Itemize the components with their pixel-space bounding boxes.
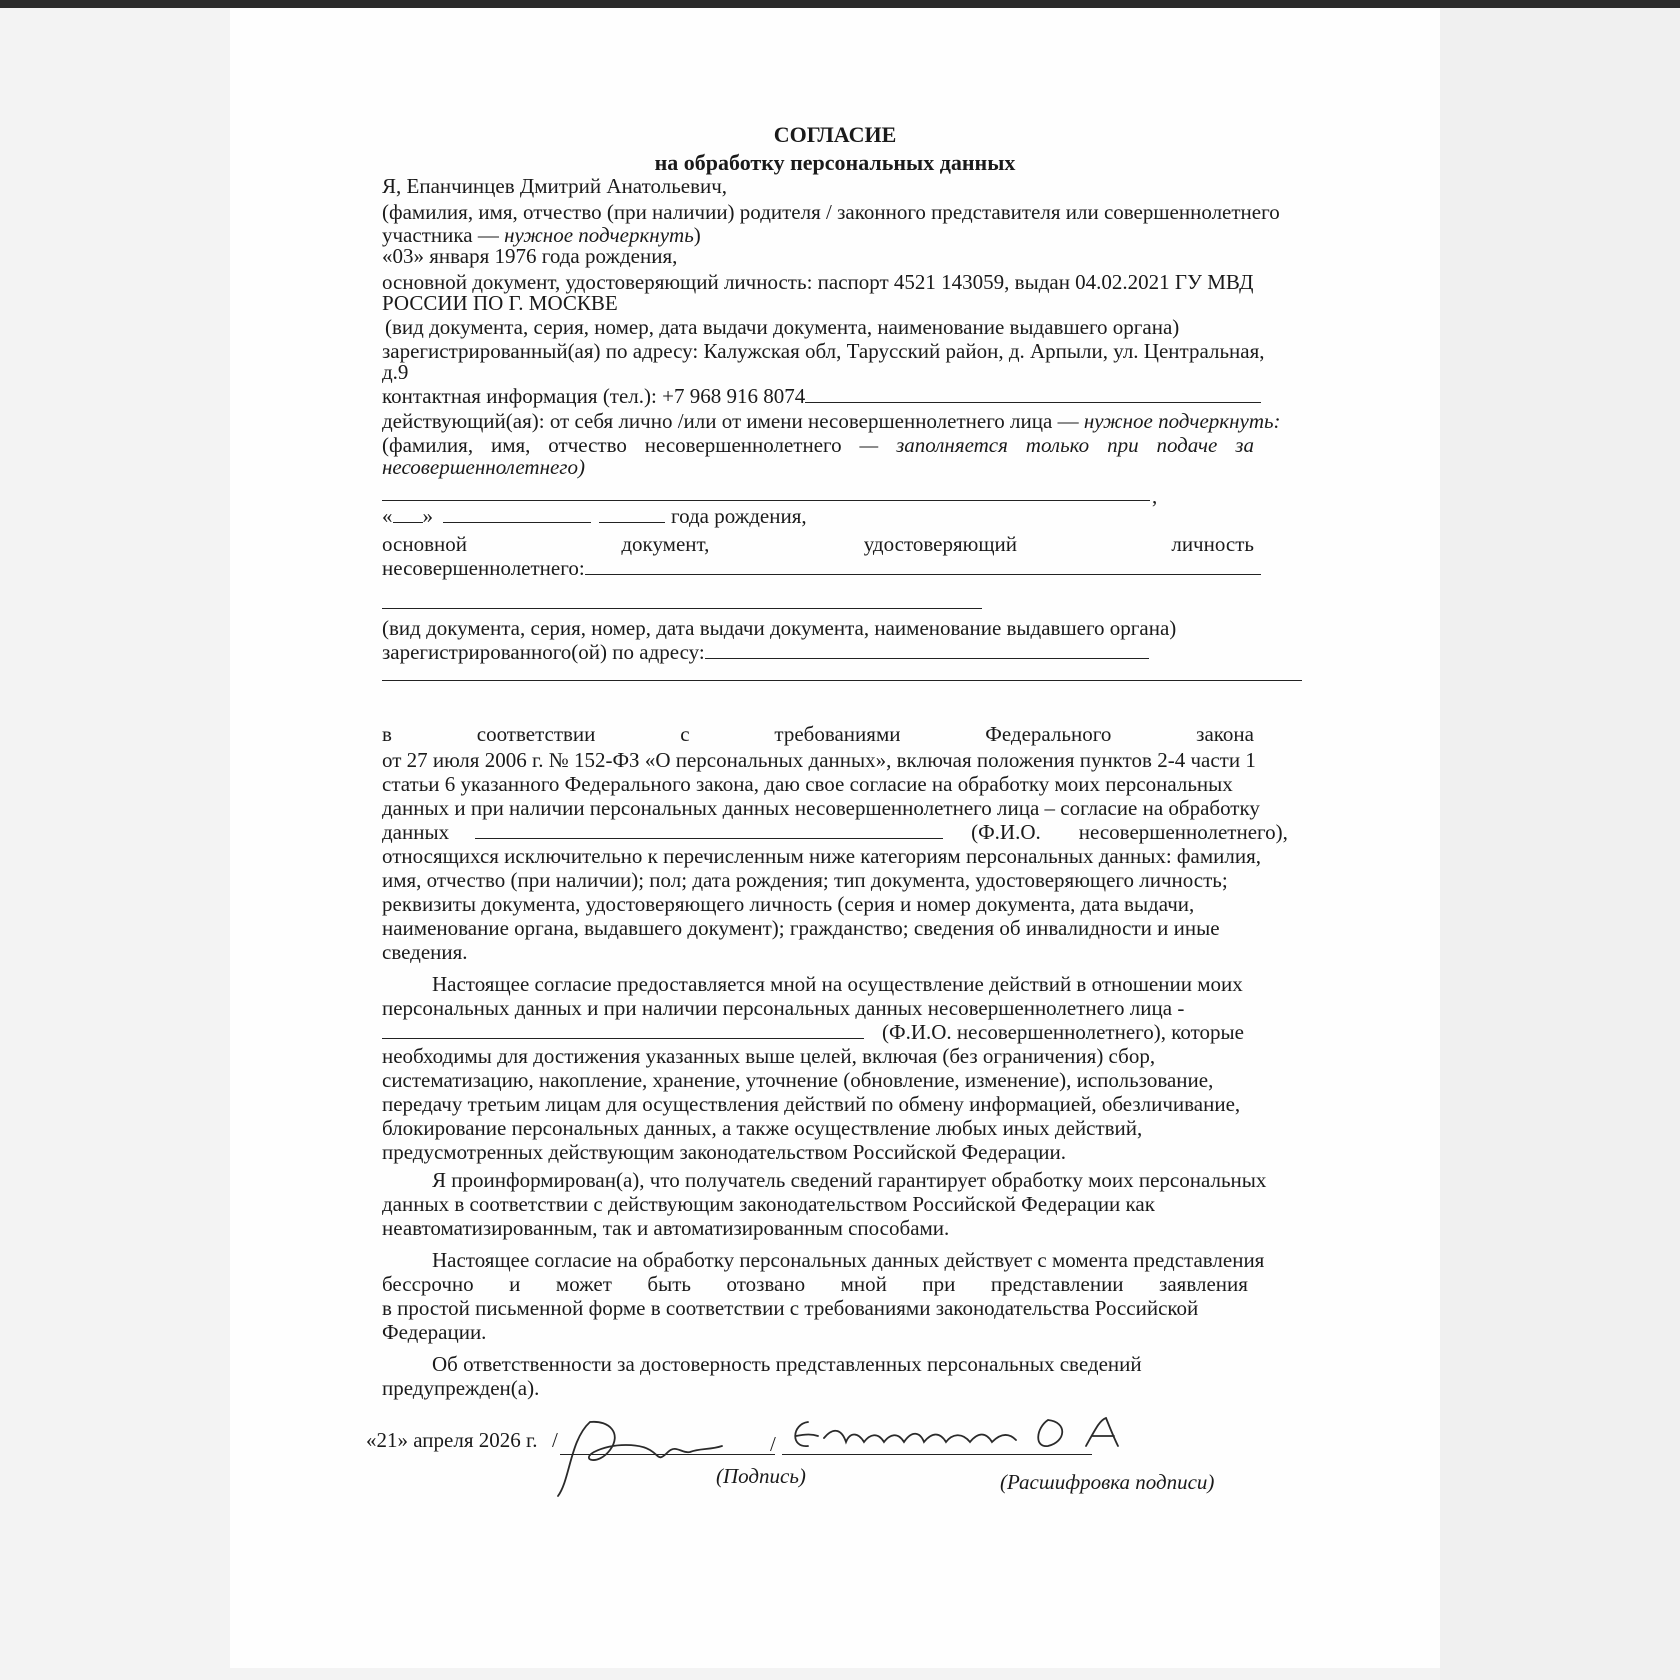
word: при bbox=[1107, 433, 1139, 457]
word: за bbox=[1235, 433, 1254, 457]
text-line: от 27 июля 2006 г. № 152-ФЗ «О персональных данных», включая положения пунктов 2-4 части 1 bbox=[382, 748, 1256, 772]
text-line: статьи 6 указанного Федерального закона, даю свое согласие на обработку моих персональных bbox=[382, 772, 1233, 796]
word: может bbox=[555, 1272, 612, 1296]
word: подаче bbox=[1156, 433, 1218, 457]
text-line: (вид документа, серия, номер, дата выдачи документа, наименование выдавшего органа) bbox=[382, 616, 1177, 640]
blank-line bbox=[475, 820, 943, 839]
text-line: основной документ, удостоверяющий личность: паспорт 4521 143059, выдан 04.02.2021 ГУ МВД bbox=[382, 270, 1254, 294]
text-line bbox=[382, 409, 1281, 433]
text-line bbox=[382, 640, 1149, 664]
text-fragment: несовершеннолетнего), bbox=[1078, 820, 1288, 844]
text-line: , bbox=[1152, 484, 1158, 508]
blank-line bbox=[382, 608, 982, 609]
word: и bbox=[509, 1272, 521, 1296]
text-line: Настоящее согласие предоставляется мной на осуществление действий в отношении моих bbox=[432, 972, 1243, 996]
text-line: реквизиты документа, удостоверяющего личность (серия и номер документа, дата выдачи, bbox=[382, 892, 1195, 916]
text-line: необходимы для достижения указанных выше целей, включая (без ограничения) сбор, bbox=[382, 1044, 1156, 1068]
word: — bbox=[859, 433, 879, 457]
word: быть bbox=[647, 1272, 691, 1296]
text-fragment: действующий(ая): от себя лично /или от имени несовершеннолетнего лица — bbox=[382, 409, 1084, 433]
blank-line bbox=[382, 500, 1150, 501]
text-line: систематизацию, накопление, хранение, уточнение (обновление, изменение), использование, bbox=[382, 1068, 1214, 1092]
text-line: Я, Епанчинцев Дмитрий Анатольевич, bbox=[382, 174, 728, 198]
text-line: данных и при наличии персональных данных несовершеннолетнего лица – согласие на обработку bbox=[382, 796, 1260, 820]
word: только bbox=[1025, 433, 1090, 457]
text-line: в простой письменной форме в соответствии с требованиями законодательства Российской bbox=[382, 1296, 1199, 1320]
text-line: данных в соответствии с действующим законодательством Российской Федерации как bbox=[382, 1192, 1155, 1216]
word: закона bbox=[1196, 722, 1254, 746]
text-line: персональных данных и при наличии персональных данных несовершеннолетнего лица - bbox=[382, 996, 1185, 1020]
signature-label: (Подпись) bbox=[716, 1464, 806, 1488]
decode-label: (Расшифровка подписи) bbox=[1000, 1470, 1215, 1494]
slash: / bbox=[552, 1428, 558, 1452]
word: (фамилия, bbox=[382, 433, 474, 457]
blank-line bbox=[443, 504, 591, 523]
scan-background bbox=[1440, 8, 1680, 1680]
word: документ, bbox=[621, 532, 710, 556]
blank-line bbox=[585, 556, 1261, 575]
text-fragment: года рождения, bbox=[671, 504, 807, 528]
blank-line bbox=[599, 504, 665, 523]
signature-date: «21» апреля 2026 г. bbox=[366, 1428, 538, 1452]
text-line bbox=[382, 556, 1261, 580]
text-fragment: (Ф.И.О. bbox=[971, 820, 1041, 844]
text-line: сведения. bbox=[382, 940, 468, 964]
slash: / bbox=[770, 1432, 776, 1456]
text-line: наименование органа, выдавшего документ); гражданство; сведения об инвалидности и иные bbox=[382, 916, 1220, 940]
text-fragment: нужное подчеркнуть bbox=[504, 223, 694, 247]
blank-line bbox=[382, 680, 1302, 681]
text-line: РОССИИ ПО Г. МОСКВЕ bbox=[382, 291, 618, 315]
blank-line bbox=[382, 1020, 864, 1039]
text-line: д.9 bbox=[382, 360, 409, 384]
word: соответствии bbox=[476, 722, 596, 746]
text-fragment: зарегистрированного(ой) по адресу: bbox=[382, 640, 705, 664]
word: отчество bbox=[548, 433, 627, 457]
text-line: предупрежден(а). bbox=[382, 1376, 540, 1400]
justified-line bbox=[382, 532, 1254, 556]
text-line: неавтоматизированным, так и автоматизированным способами. bbox=[382, 1216, 950, 1240]
word: удостоверяющий bbox=[863, 532, 1017, 556]
justified-line bbox=[382, 1272, 1248, 1296]
scan-top-edge bbox=[0, 0, 1680, 8]
text-fragment: данных bbox=[382, 820, 450, 844]
word: представлении bbox=[990, 1272, 1124, 1296]
text-line: Настоящее согласие на обработку персональных данных действует с момента представления bbox=[432, 1248, 1265, 1272]
word: личность bbox=[1171, 532, 1254, 556]
justified-line bbox=[382, 722, 1254, 746]
text-line: имя, отчество (при наличии); пол; дата рождения; тип документа, удостоверяющего личность; bbox=[382, 868, 1228, 892]
text-line bbox=[382, 820, 1288, 844]
justified-line bbox=[382, 433, 1254, 457]
text-line: предусмотренных действующим законодательством Российской Федерации. bbox=[382, 1140, 1066, 1164]
word: основной bbox=[382, 532, 467, 556]
word: в bbox=[382, 722, 392, 746]
text-line: Федерации. bbox=[382, 1320, 487, 1344]
text-line: несовершеннолетнего) bbox=[382, 455, 585, 479]
word: требованиями bbox=[774, 722, 901, 746]
text-line: «03» января 1976 года рождения, bbox=[382, 244, 678, 268]
word: мной bbox=[840, 1272, 887, 1296]
word: бессрочно bbox=[382, 1272, 474, 1296]
text-line: Об ответственности за достоверность представленных персональных сведений bbox=[432, 1352, 1142, 1376]
text-line: зарегистрированный(ая) по адресу: Калужская обл, Тарусский район, д. Арпыли, ул. Центральная, bbox=[382, 339, 1265, 363]
blank-line bbox=[805, 384, 1261, 403]
text-line: (вид документа, серия, номер, дата выдачи документа, наименование выдавшего органа) bbox=[385, 315, 1180, 339]
text-fragment: « bbox=[382, 504, 393, 528]
text-fragment: » bbox=[422, 504, 433, 528]
text-line bbox=[382, 384, 1261, 408]
text-fragment: несовершеннолетнего: bbox=[382, 556, 585, 580]
text-line: (фамилия, имя, отчество (при наличии) родителя / законного представителя или совершеннолетнего bbox=[382, 200, 1280, 224]
blank-line bbox=[393, 504, 423, 523]
word: заполняется bbox=[896, 433, 1008, 457]
document-subtitle: на обработку персональных данных bbox=[654, 150, 1016, 175]
text-fragment: контактная информация (тел.): +7 968 916 8074 bbox=[382, 384, 806, 408]
text-line: относящихся исключительно к перечисленным ниже категориям персональных данных: фамилия, bbox=[382, 844, 1262, 868]
word: Федерального bbox=[985, 722, 1112, 746]
text-fragment: (Ф.И.О. несовершеннолетнего), которые bbox=[882, 1020, 1244, 1044]
document-title: СОГЛАСИЕ bbox=[773, 122, 897, 147]
text-line: передачу третьим лицам для осуществления действий по обмену информацией, обезличивание, bbox=[382, 1092, 1241, 1116]
birth-date-line bbox=[382, 504, 807, 528]
text-line: Я проинформирован(а), что получатель сведений гарантирует обработку моих персональных bbox=[432, 1168, 1267, 1192]
word: несовершеннолетнего bbox=[644, 433, 842, 457]
word: при bbox=[922, 1272, 956, 1296]
word: заявления bbox=[1159, 1272, 1248, 1296]
blank-line bbox=[705, 640, 1149, 659]
text-fragment: нужное подчеркнуть: bbox=[1083, 409, 1281, 433]
text-line bbox=[382, 1020, 1244, 1044]
document-page bbox=[230, 8, 1440, 1668]
word: отозвано bbox=[726, 1272, 806, 1296]
word: с bbox=[680, 722, 690, 746]
handwritten-decode-signature bbox=[786, 1408, 1166, 1468]
text-line: блокирование персональных данных, а также осуществление любых иных действий, bbox=[382, 1116, 1143, 1140]
text-fragment: участника — bbox=[382, 223, 505, 247]
word: имя, bbox=[490, 433, 531, 457]
text-fragment: ) bbox=[693, 223, 701, 247]
